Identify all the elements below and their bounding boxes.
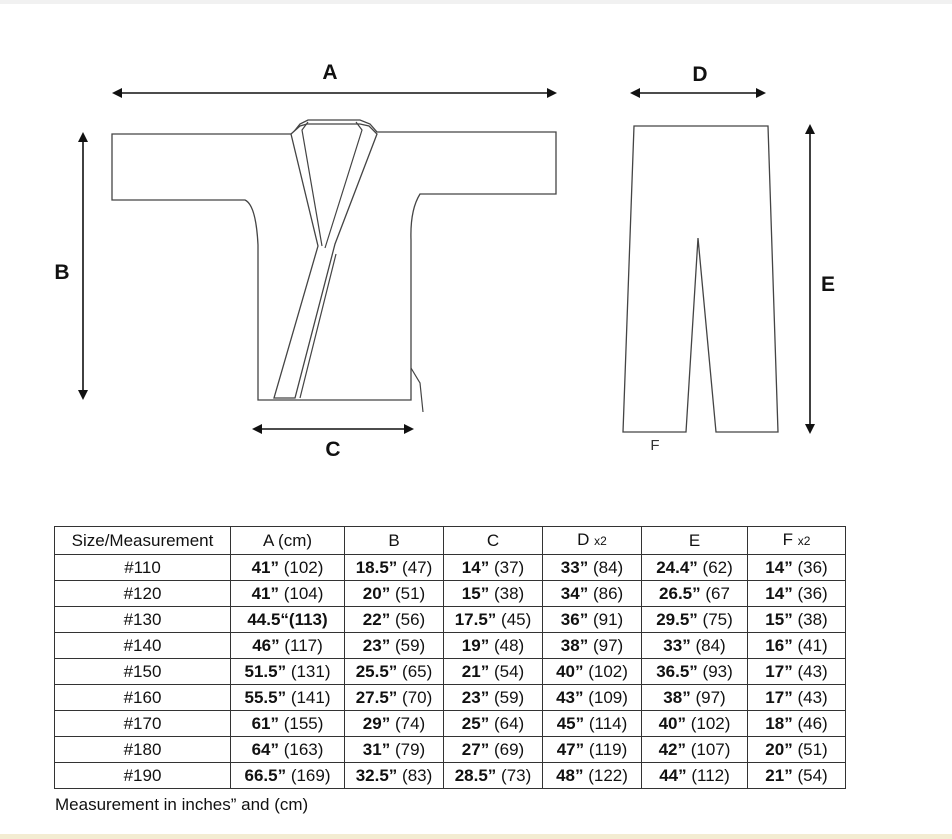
size-cell: #180 <box>55 737 231 763</box>
cm-value: (41) <box>797 636 828 655</box>
measurement-cell <box>543 659 642 685</box>
measurement-cell <box>543 737 642 763</box>
inches-value: 17.5” <box>454 610 497 629</box>
measurement-cell <box>642 659 748 685</box>
measurement-cell <box>345 685 444 711</box>
measurement-cell <box>231 763 345 789</box>
inches-value: 64” <box>251 740 279 759</box>
inches-value: 66.5” <box>244 766 287 785</box>
cm-value: (51) <box>394 584 426 603</box>
cm-value: (97) <box>592 636 624 655</box>
cm-value: (119) <box>588 740 628 759</box>
column-header <box>642 527 748 555</box>
jacket-drawing <box>112 120 556 412</box>
measurement-cell <box>345 555 444 581</box>
cm-value: (91) <box>592 610 624 629</box>
measurement-cell <box>748 737 846 763</box>
inches-value: 17” <box>765 688 793 707</box>
label-a: A <box>322 61 338 84</box>
bottom-border <box>0 834 952 839</box>
inches-value: 21” <box>461 662 490 681</box>
label-e: E <box>820 273 836 296</box>
size-chart-table <box>54 526 846 789</box>
cm-value: (36) <box>797 584 828 603</box>
table-row <box>55 633 846 659</box>
cm-value: (86) <box>592 584 624 603</box>
inches-value: 33” <box>560 558 589 577</box>
size-cell: #190 <box>55 763 231 789</box>
size-cell: #140 <box>55 633 231 659</box>
column-header <box>748 527 846 555</box>
measurement-cell <box>231 737 345 763</box>
size-cell: #170 <box>55 711 231 737</box>
inches-value: 48” <box>556 766 584 785</box>
measurement-cell <box>642 555 748 581</box>
cm-value: (109) <box>588 688 628 707</box>
inches-value: 61” <box>251 714 279 733</box>
measurement-cell <box>345 659 444 685</box>
inches-value: 25” <box>461 714 490 733</box>
table-row <box>55 581 846 607</box>
measurement-cell <box>444 737 543 763</box>
inches-value: 20” <box>362 584 391 603</box>
measurement-cell <box>345 607 444 633</box>
cm-value: (75) <box>702 610 733 629</box>
column-header-label: C <box>486 531 500 550</box>
inches-value: 14” <box>765 584 793 603</box>
inches-value: 14” <box>765 558 793 577</box>
measurement-cell <box>345 763 444 789</box>
cm-value: (65) <box>402 662 433 681</box>
cm-value: (97) <box>695 688 726 707</box>
measurement-cell <box>444 763 543 789</box>
measurement-cell <box>748 633 846 659</box>
measurement-cell <box>543 581 642 607</box>
cm-value: (56) <box>394 610 426 629</box>
column-header-label: A (cm) <box>262 531 313 550</box>
inches-value: 47” <box>556 740 585 759</box>
measurement-cell <box>345 711 444 737</box>
table-row <box>55 685 846 711</box>
cm-value: (37) <box>493 558 525 577</box>
cm-value: (155) <box>283 714 324 733</box>
cm-value: (43) <box>797 662 828 681</box>
cm-value: (102) <box>283 558 324 577</box>
inches-value: 23” <box>362 636 391 655</box>
cm-value: (93) <box>702 662 733 681</box>
cm-value: (38) <box>797 610 828 629</box>
cm-value: (74) <box>394 714 426 733</box>
inches-value: 43” <box>556 688 584 707</box>
table-row <box>55 711 846 737</box>
inches-value: 16” <box>765 636 793 655</box>
inches-value: 27.5” <box>355 688 398 707</box>
column-header-label: B <box>388 531 400 550</box>
measurement-cell <box>444 633 543 659</box>
measurement-cell <box>231 555 345 581</box>
column-header-multiplier: x2 <box>797 534 811 548</box>
pants-drawing <box>623 126 778 432</box>
inches-value: 29” <box>362 714 391 733</box>
measurement-cell <box>231 633 345 659</box>
inches-value: 32.5” <box>355 766 398 785</box>
cm-value: (114) <box>588 714 628 733</box>
inches-value: 33” <box>663 636 691 655</box>
measurement-cell <box>642 581 748 607</box>
cm-value: (79) <box>394 740 426 759</box>
column-header-label: F <box>782 530 793 549</box>
column-header-label: D <box>577 530 590 549</box>
inches-value: 27” <box>461 740 490 759</box>
size-cell: #120 <box>55 581 231 607</box>
measurement-cell <box>748 555 846 581</box>
size-cell: #130 <box>55 607 231 633</box>
inches-value: 40” <box>556 662 584 681</box>
label-f: F <box>650 437 660 454</box>
inches-value: 55.5” <box>244 688 287 707</box>
measurement-cell <box>642 607 748 633</box>
inches-value: 18” <box>765 714 793 733</box>
cm-value: (67 <box>705 584 730 603</box>
measurement-cell <box>231 581 345 607</box>
measurement-cell <box>543 607 642 633</box>
measurement-cell <box>444 581 543 607</box>
cm-value: (59) <box>493 688 525 707</box>
measurement-cell <box>748 659 846 685</box>
cm-value: (122) <box>588 766 628 785</box>
measurement-cell <box>748 685 846 711</box>
inches-value: 23” <box>461 688 490 707</box>
size-cell: #110 <box>55 555 231 581</box>
measurement-footnote: Measurement in inches” and (cm) <box>55 795 309 814</box>
measurement-cell <box>345 581 444 607</box>
cm-value: (70) <box>402 688 433 707</box>
cm-value: (104) <box>283 584 324 603</box>
label-d: D <box>692 63 708 86</box>
measurement-cell <box>444 711 543 737</box>
label-b: B <box>54 261 70 284</box>
cm-value: (112) <box>691 766 730 785</box>
measurement-cell <box>543 711 642 737</box>
label-c: C <box>325 438 341 461</box>
cm-value: (47) <box>402 558 433 577</box>
dimension-b-arrow <box>78 132 88 400</box>
cm-value: (48) <box>493 636 525 655</box>
measurement-cell <box>543 685 642 711</box>
column-header <box>444 527 543 555</box>
inches-value: 14” <box>461 558 490 577</box>
inches-value: 29.5” <box>656 610 698 629</box>
cm-value: (54) <box>797 766 828 785</box>
measurement-cell <box>444 607 543 633</box>
inches-value: 26.5” <box>659 584 701 603</box>
inches-value: 15” <box>765 610 793 629</box>
measurement-cell <box>642 685 748 711</box>
cm-value: (102) <box>588 662 628 681</box>
measurement-cell <box>748 607 846 633</box>
dimension-a-arrow <box>112 88 557 98</box>
inches-value: 18.5” <box>355 558 398 577</box>
inches-value: 38” <box>560 636 589 655</box>
inches-value: 44.5“(113) <box>247 610 328 629</box>
table-row <box>55 607 846 633</box>
cm-value: (51) <box>797 740 828 759</box>
inches-value: 42” <box>658 740 686 759</box>
table-row <box>55 763 846 789</box>
table-row <box>55 659 846 685</box>
inches-value: 38” <box>663 688 691 707</box>
inches-value: 21” <box>765 766 793 785</box>
inches-value: 20” <box>765 740 793 759</box>
column-header-label: Size/Measurement <box>71 531 214 550</box>
measurement-cell <box>642 737 748 763</box>
measurement-cell <box>345 737 444 763</box>
cm-value: (131) <box>290 662 331 681</box>
inches-value: 22” <box>362 610 391 629</box>
inches-value: 34” <box>560 584 589 603</box>
inches-value: 46” <box>252 636 280 655</box>
inches-value: 36.5” <box>656 662 698 681</box>
cm-value: (117) <box>284 636 323 655</box>
inches-value: 24.4” <box>656 558 698 577</box>
measurement-cell <box>543 555 642 581</box>
cm-value: (46) <box>797 714 828 733</box>
cm-value: (73) <box>501 766 532 785</box>
inches-value: 41” <box>251 558 279 577</box>
inches-value: 19” <box>461 636 490 655</box>
column-header-label: E <box>688 531 701 550</box>
measurement-cell <box>543 763 642 789</box>
size-cell: #160 <box>55 685 231 711</box>
inches-value: 25.5” <box>355 662 398 681</box>
cm-value: (69) <box>493 740 525 759</box>
cm-value: (83) <box>402 766 433 785</box>
measurement-cell <box>748 763 846 789</box>
column-header <box>55 527 231 555</box>
cm-value: (64) <box>493 714 525 733</box>
inches-value: 51.5” <box>244 662 287 681</box>
cm-value: (102) <box>690 714 731 733</box>
cm-value: (59) <box>394 636 426 655</box>
column-header-multiplier: x2 <box>594 534 607 548</box>
cm-value: (141) <box>290 688 331 707</box>
table-row <box>55 737 846 763</box>
inches-value: 15” <box>461 584 490 603</box>
inches-value: 40” <box>658 714 686 733</box>
table-row <box>55 555 846 581</box>
cm-value: (54) <box>493 662 525 681</box>
measurement-cell <box>642 763 748 789</box>
cm-value: (169) <box>290 766 331 785</box>
measurement-cell <box>444 685 543 711</box>
inches-value: 41” <box>251 584 279 603</box>
cm-value: (36) <box>797 558 828 577</box>
measurement-cell <box>231 607 345 633</box>
column-header <box>231 527 345 555</box>
inches-value: 36” <box>560 610 589 629</box>
measurement-cell <box>231 685 345 711</box>
dimension-e-arrow <box>805 124 815 434</box>
measurement-cell <box>748 581 846 607</box>
cm-value: (107) <box>690 740 731 759</box>
measurement-cell <box>642 711 748 737</box>
column-header <box>543 527 642 555</box>
column-header <box>345 527 444 555</box>
measurement-cell <box>543 633 642 659</box>
dimension-c-arrow <box>252 424 414 434</box>
inches-value: 44” <box>659 766 687 785</box>
measurement-cell <box>444 659 543 685</box>
measurement-cell <box>748 711 846 737</box>
measurement-cell <box>231 711 345 737</box>
dimension-d-arrow <box>630 88 766 98</box>
cm-value: (62) <box>702 558 733 577</box>
cm-value: (38) <box>493 584 525 603</box>
inches-value: 31” <box>362 740 391 759</box>
inches-value: 17” <box>765 662 793 681</box>
inches-value: 28.5” <box>454 766 497 785</box>
table-header-row <box>55 527 846 555</box>
cm-value: (163) <box>283 740 324 759</box>
cm-value: (45) <box>501 610 532 629</box>
inches-value: 45” <box>556 714 585 733</box>
cm-value: (84) <box>592 558 624 577</box>
cm-value: (43) <box>797 688 828 707</box>
measurement-cell <box>345 633 444 659</box>
cm-value: (84) <box>695 636 726 655</box>
size-cell: #150 <box>55 659 231 685</box>
measurement-cell <box>642 633 748 659</box>
measurement-cell <box>231 659 345 685</box>
measurement-cell <box>444 555 543 581</box>
